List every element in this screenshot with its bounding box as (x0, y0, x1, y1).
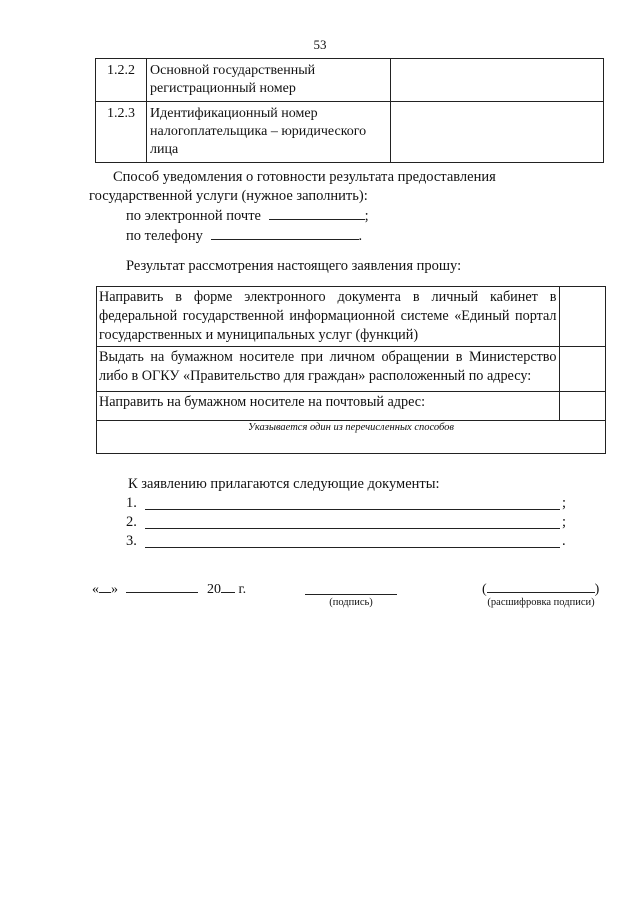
email-end: ; (364, 208, 369, 224)
attachment-line (126, 533, 576, 553)
option-checkbox[interactable] (559, 347, 605, 392)
options-note: Указывается один из перечисленных способов (97, 421, 606, 454)
option-text: Направить на бумажном носителе на почтовый адрес: (97, 392, 560, 421)
notification-heading: Способ уведомления о готовности результата предоставления (113, 169, 496, 185)
day-field[interactable] (99, 580, 111, 593)
attachments-title: К заявлению прилагаются следующие документы: (128, 476, 440, 492)
attachment-end: ; (562, 514, 567, 530)
phone-field[interactable] (211, 226, 359, 240)
option-row (97, 347, 606, 392)
attachment-number: 2. (126, 514, 137, 530)
notification-heading-cont: государственной услуги (нужное заполнить): (89, 188, 368, 204)
table-row (96, 102, 604, 163)
attachment-number: 3. (126, 533, 137, 549)
option-checkbox[interactable] (559, 392, 605, 421)
phone-option (126, 226, 362, 247)
applicant-details-table (95, 58, 604, 163)
row-label: Основной государственный регистрационный номер (147, 59, 391, 102)
year-prefix: 20 (207, 582, 221, 597)
attachment-field[interactable] (145, 547, 560, 548)
email-option (126, 206, 369, 227)
option-text: Выдать на бумажном носителе при личном обращении в Министерство либо в ОГКУ «Правительство для граждан» расположенный по адресу: (97, 347, 560, 392)
request-heading: Результат рассмотрения настоящего заявления прошу: (126, 258, 462, 274)
paren-close: ) (594, 582, 600, 597)
page-number: 53 (313, 37, 327, 52)
row-value-field[interactable] (391, 59, 604, 102)
phone-end: . (358, 228, 363, 244)
attachment-end: . (562, 533, 566, 549)
attachment-field[interactable] (145, 528, 560, 529)
paren-open: ( (482, 582, 487, 597)
attachment-number: 1. (126, 495, 137, 511)
year-field[interactable] (221, 580, 235, 593)
row-number: 1.2.3 (96, 102, 147, 163)
decode-caption: (расшифровка подписи) (487, 597, 595, 608)
month-field[interactable] (126, 580, 198, 593)
row-number: 1.2.2 (96, 59, 147, 102)
attachment-end: ; (562, 495, 567, 511)
attachment-line (126, 514, 576, 534)
quote-close: » (111, 582, 118, 597)
table-row (96, 59, 604, 102)
row-label: Идентификационный номер налогоплательщика – юридического лица (147, 102, 391, 163)
option-text: Направить в форме электронного документа в личный кабинет в федеральной государственной информационной системе «Единый портал государственных и муниципальных услуг (функций) (97, 287, 560, 347)
option-row (97, 287, 606, 347)
year-suffix: г. (235, 582, 247, 597)
date-field (92, 580, 246, 598)
email-label: по электронной почте (126, 208, 261, 224)
phone-label: по телефону (126, 228, 203, 244)
attachment-field[interactable] (145, 509, 560, 510)
signature-decode-field[interactable] (487, 580, 595, 593)
email-field[interactable] (269, 206, 365, 220)
option-checkbox[interactable] (559, 287, 605, 347)
attachment-line (126, 495, 576, 515)
signature-caption: (подпись) (329, 597, 373, 608)
option-row (97, 392, 606, 421)
signature-field[interactable] (305, 594, 397, 595)
row-value-field[interactable] (391, 102, 604, 163)
quote-open: « (92, 582, 99, 597)
delivery-options-table (96, 286, 606, 454)
decode-field (482, 580, 599, 598)
option-note-row (97, 421, 606, 454)
